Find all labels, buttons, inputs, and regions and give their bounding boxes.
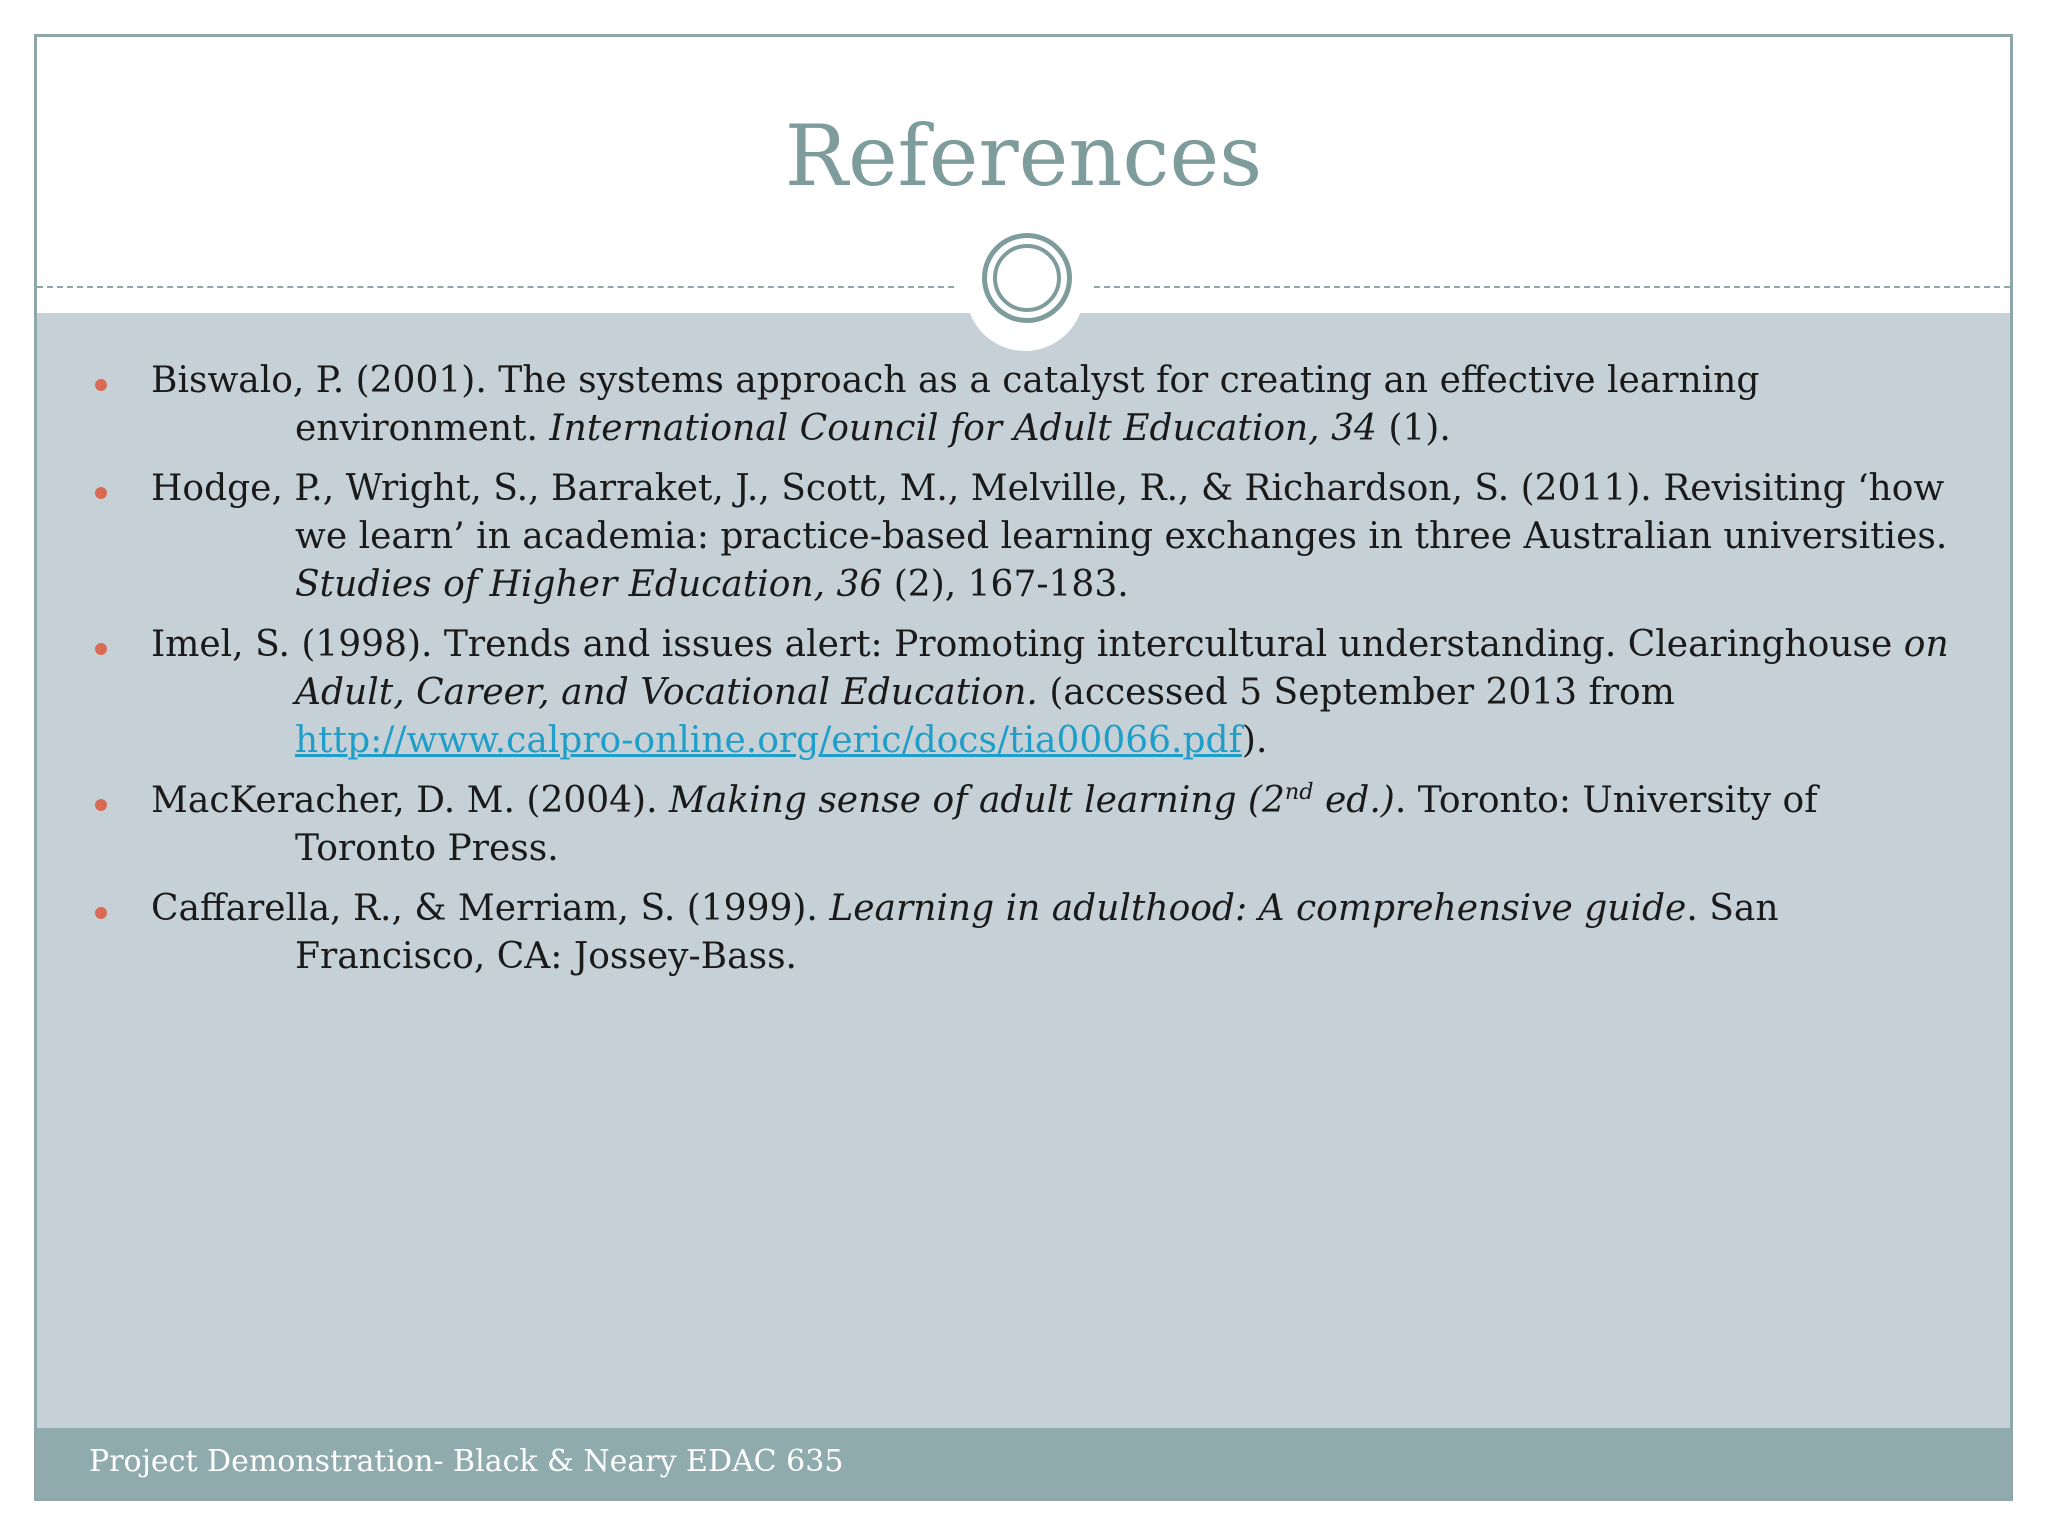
reference-list (37, 357, 2010, 993)
circle-ornament-icon (982, 233, 1072, 323)
reference-text: Caffarella, R., & Merriam, S. (1999). (151, 888, 830, 929)
reference-item-mackeracher (37, 777, 2010, 873)
bullet-icon (95, 907, 107, 919)
slide-footer (37, 1428, 2010, 1498)
reference-item-biswalo (37, 357, 2010, 453)
reference-text: Biswalo, P. (2001). The systems approach as a catalyst for creating an effective learning environment. (151, 360, 1760, 449)
bullet-icon (95, 799, 107, 811)
bullet-icon (95, 643, 107, 655)
reference-publisher: . Toronto: University of Toronto Press. (295, 780, 1818, 869)
reference-source: on Adult, Career, and Vocational Education. (295, 624, 1949, 713)
slide-title: References (784, 107, 1263, 205)
bullet-icon (95, 487, 107, 499)
circle-ornament-inner (993, 244, 1061, 312)
reference-link[interactable]: http://www.calpro-online.org/eric/docs/tia00066.pdf (295, 720, 1242, 761)
bullet-icon (95, 379, 107, 391)
reference-journal: Studies of Higher Education, 36 (295, 564, 883, 605)
reference-item-hodge (37, 465, 2010, 609)
reference-access-note: (accessed 5 September 2013 from (1037, 672, 1675, 713)
reference-item-caffarella (37, 885, 2010, 981)
footer-text: Project Demonstration- Black & Neary EDAC 635 (89, 1444, 844, 1479)
reference-journal: International Council for Adult Education, 34 (549, 408, 1377, 449)
reference-issue: (2), 167-183. (882, 564, 1129, 605)
title-divider-left (37, 286, 954, 288)
reference-superscript: nd (1284, 779, 1314, 805)
reference-book-title: Learning in adulthood: A comprehensive guide (829, 888, 1687, 929)
reference-publisher: . San Francisco, CA: Jossey-Bass. (295, 888, 1779, 977)
reference-text: Hodge, P., Wright, S., Barraket, J., Scott, M., Melville, R., & Richardson, S. (2011). Revisiting ‘how we learn’ in academia: practice-based learning exchanges in three Australian universities. (151, 468, 1948, 557)
reference-book-title: Making sense of adult learning (2 (669, 780, 1285, 821)
slide (34, 34, 2013, 1501)
reference-edition: ed.) (1313, 780, 1395, 821)
reference-text: MacKeracher, D. M. (2004). (151, 780, 669, 821)
reference-text: Imel, S. (1998). Trends and issues alert: Promoting intercultural understanding. Clearinghouse (151, 624, 1904, 665)
reference-item-imel (37, 621, 2010, 765)
reference-issue: (1). (1376, 408, 1451, 449)
title-divider-right (1094, 286, 2010, 288)
reference-closing: ). (1241, 720, 1268, 761)
